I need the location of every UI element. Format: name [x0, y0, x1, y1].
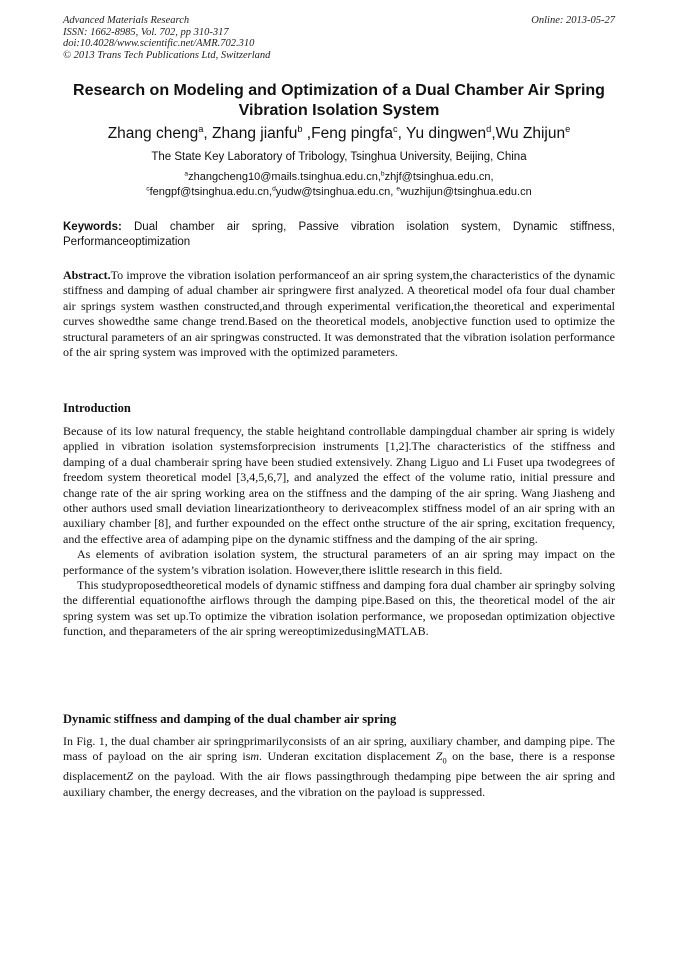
dynamic-section-heading: Dynamic stiffness and damping of the dual chamber air spring: [63, 712, 397, 726]
introduction-body: [63, 424, 615, 640]
email-mark: e: [396, 185, 401, 193]
author-affil-mark: c: [392, 123, 398, 134]
author-separator: ,: [302, 125, 312, 142]
symbol-z: Z: [126, 769, 133, 784]
keywords: [63, 220, 615, 250]
email-mark: b: [380, 170, 385, 178]
issn-line: ISSN: 1662-8985, Vol. 702, pp 310-317: [63, 26, 229, 38]
email-line-1: [30, 170, 648, 185]
email-b[interactable]: zhjf@tsinghua.edu.cn,: [384, 171, 494, 183]
affiliation: The State Key Laboratory of Tribology, Tsinghua University, Beijing, China: [151, 151, 527, 163]
journal-header: [63, 15, 615, 61]
author-affil-mark: d: [486, 123, 492, 134]
author-name: Zhang jianfu: [212, 125, 298, 142]
paragraph: This studyproposedtheoretical models of dynamic stiffness and damping fora dual chamber air springby solving the differential equationofthe airflows through the damping pipe.Based on this, the theoretical model of the air spring system was set up.To optimize the vibration isolation performance, we proposedan optimization objective function, and theparameters of the air spring wereoptimizedusingMATLAB.: [63, 578, 615, 639]
author-affil-mark: e: [565, 123, 571, 134]
online-date: Online: 2013-05-27: [531, 15, 615, 26]
keywords-text: Dual chamber air spring, Passive vibration isolation system, Dynamic stiffness, Performanceoptimization: [63, 221, 615, 248]
email-d[interactable]: yudw@tsinghua.edu.cn,: [275, 186, 394, 198]
text-run: In Fig. 1, the dual chamber air springprimarilyconsists of an air spring, auxiliary chamber, and damping pipe. The mass of payload on the air spring is: [63, 734, 615, 764]
symbol-z0: Z: [435, 749, 443, 764]
copyright-line: © 2013 Trans Tech Publications Ltd, Switzerland: [63, 49, 271, 61]
email-mark: d: [272, 185, 276, 193]
abstract-label: Abstract.: [63, 268, 111, 282]
text-run: on the base, there is a response displacement: [63, 749, 615, 784]
author-separator: ,: [491, 125, 496, 142]
author-name: Zhang cheng: [107, 125, 199, 142]
author-name: Wu Zhijun: [495, 125, 566, 142]
author-name: Yu dingwen: [405, 125, 487, 142]
email-c[interactable]: fengpf@tsinghua.edu.cn,: [149, 186, 273, 198]
keywords-label: Keywords:: [63, 221, 122, 233]
abstract-text: To improve the vibration isolation performanceof an air spring system,the characteristics of the dynamic stiffness and damping of adual chamber air springwere first analyzed. A theoretical model ofa four dual chamber air springs system wasthen constructed,and through experimental verification,the theoretical and experimental curves showedthe same change trend.Based on the theoretical models, anobjective function used to optimize the structural parameters of an air springwas constructed. It was demonstrated that the vibration isolation performance of the air spring system was improved with the optimized parameters.: [63, 268, 615, 360]
symbol-z0-subscript: 0: [442, 756, 447, 766]
abstract: [63, 268, 615, 360]
introduction-heading: Introduction: [63, 401, 131, 415]
symbol-m: m: [250, 749, 260, 764]
paragraph: [63, 734, 615, 800]
author-affil-mark: a: [198, 123, 204, 134]
author-list: [30, 124, 648, 144]
email-a[interactable]: zhangcheng10@mails.tsinghua.edu.cn,: [188, 171, 381, 183]
text-run: on the payload. With the air flows passingthrough thedamping pipe between the air spring and auxiliary chamber, the energy decreases, and the vibration on the payload is suppressed.: [63, 769, 615, 799]
email-e[interactable]: wuzhijun@tsinghua.edu.cn: [400, 186, 532, 198]
paragraph: As elements of avibration isolation system, the structural parameters of an air spring may impact on the performance of the system’s vibration isolation. However,there islittle research in this field.: [63, 547, 615, 577]
email-mark: a: [184, 170, 189, 178]
dynamic-section-body: [63, 734, 615, 800]
paper-title: Research on Modeling and Optimization of a Dual Chamber Air Spring Vibration Isolation System: [73, 82, 605, 119]
doi-line: doi:10.4028/www.scientific.net/AMR.702.310: [63, 38, 255, 49]
email-block: [30, 170, 648, 200]
email-mark: c: [146, 185, 150, 193]
journal-name: Advanced Materials Research: [63, 15, 190, 26]
text-run: . Underan excitation displacement: [259, 749, 436, 764]
author-separator: ,: [397, 125, 406, 142]
email-line-2: [30, 185, 648, 200]
author-separator: ,: [203, 125, 212, 142]
paragraph: Because of its low natural frequency, the stable heightand controllable dampingdual chamber air spring is widely applied in vibration isolation systemsforprecision instruments [1,2].The characteristics of the stiffness and damping of a dual chamberair spring have been studied extensively. Zhang Liguo and Li Fuset upa twodegrees of freedom system theoretical model [3,4,5,6,7], and analyzed the effect of the volume ratio, initial pressure and change rate of the air spring working area on the stiffness and the damping of the air spring. Wang Jiasheng and other authors used small deviation linearizationtheory to deriveacomplex stiffness model of an air spring with an auxiliary chamber [8], and further expounded on the effect onthe structure of the air spring, excitation frequency, and the effective area of adamping pipe on the dynamic stiffness and the damping of the air spring.: [63, 424, 615, 546]
author-name: Feng pingfa: [311, 125, 393, 142]
author-affil-mark: b: [297, 123, 303, 134]
